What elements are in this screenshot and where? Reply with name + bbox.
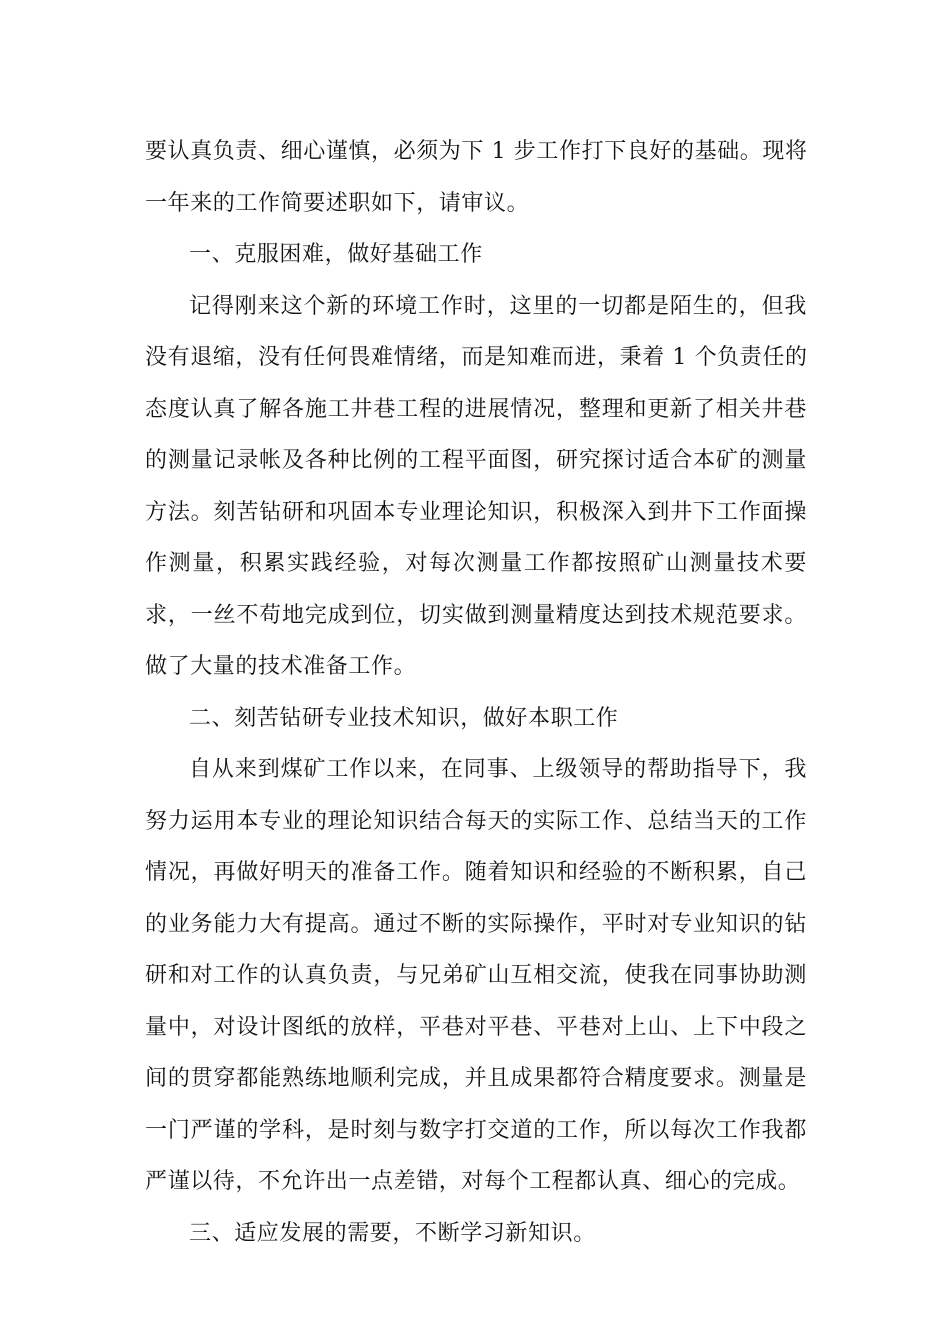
text-line: 努力运用本专业的理论知识结合每天的实际工作、总结当天的工作 (145, 808, 807, 834)
text-line: 一门严谨的学科，是时刻与数字打交道的工作，所以每次工作我都 (145, 1117, 807, 1143)
heading-line: 二、刻苦钻研专业技术知识，做好本职工作 (189, 705, 619, 731)
paragraph-intro (145, 126, 807, 229)
text-line: 做了大量的技术准备工作。 (145, 654, 417, 679)
paragraph-section-2 (145, 744, 807, 1208)
section-heading-1 (145, 229, 807, 281)
text-line: 求，一丝不苟地完成到位，切实做到测量精度达到技术规范要求。 (145, 602, 807, 628)
text-line: 记得刚来这个新的环境工作时，这里的一切都是陌生的，但我 (189, 293, 807, 319)
text-line: 的测量记录帐及各种比例的工程平面图，研究探讨适合本矿的测量 (145, 448, 807, 473)
text-line: 作测量，积累实践经验，对每次测量工作都按照矿山测量技术要 (145, 551, 807, 576)
text-line: 要认真负责、细心谨慎，必须为下 1 步工作打下良好的基础。现将 (145, 139, 808, 164)
heading-line: 一、克服困难，做好基础工作 (189, 242, 483, 267)
heading-line: 三、适应发展的需要，不断学习新知识。 (189, 1220, 596, 1246)
text-line: 没有退缩，没有任何畏难情绪，而是知难而进，秉着 1 个负责任的 (145, 345, 808, 370)
text-line: 间的贯穿都能熟练地顺利完成，并且成果都符合精度要求。测量是 (145, 1066, 807, 1091)
text-line: 自从来到煤矿工作以来，在同事、上级领导的帮助指导下，我 (189, 757, 807, 782)
text-line: 的业务能力大有提高。通过不断的实际操作，平时对专业知识的钻 (145, 911, 807, 937)
section-heading-3 (145, 1208, 807, 1260)
text-line: 严谨以待，不允许出一点差错，对每个工程都认真、细心的完成。 (145, 1169, 801, 1194)
text-line: 一年来的工作简要述职如下，请审议。 (145, 190, 530, 216)
text-line: 研和对工作的认真负责，与兄弟矿山互相交流，使我在同事协助测 (145, 963, 807, 988)
text-line: 态度认真了解各施工井巷工程的进展情况，整理和更新了相关井巷 (145, 396, 807, 422)
text-line: 量中，对设计图纸的放样，平巷对平巷、平巷对上山、上下中段之 (145, 1014, 807, 1040)
document-page (145, 126, 807, 1259)
text-line: 方法。刻苦钻研和巩固本专业理论知识，积极深入到井下工作面操 (145, 499, 807, 525)
text-line: 情况，再做好明天的准备工作。随着知识和经验的不断积累，自己 (145, 860, 807, 885)
paragraph-section-1 (145, 281, 807, 693)
section-heading-2 (145, 693, 807, 745)
